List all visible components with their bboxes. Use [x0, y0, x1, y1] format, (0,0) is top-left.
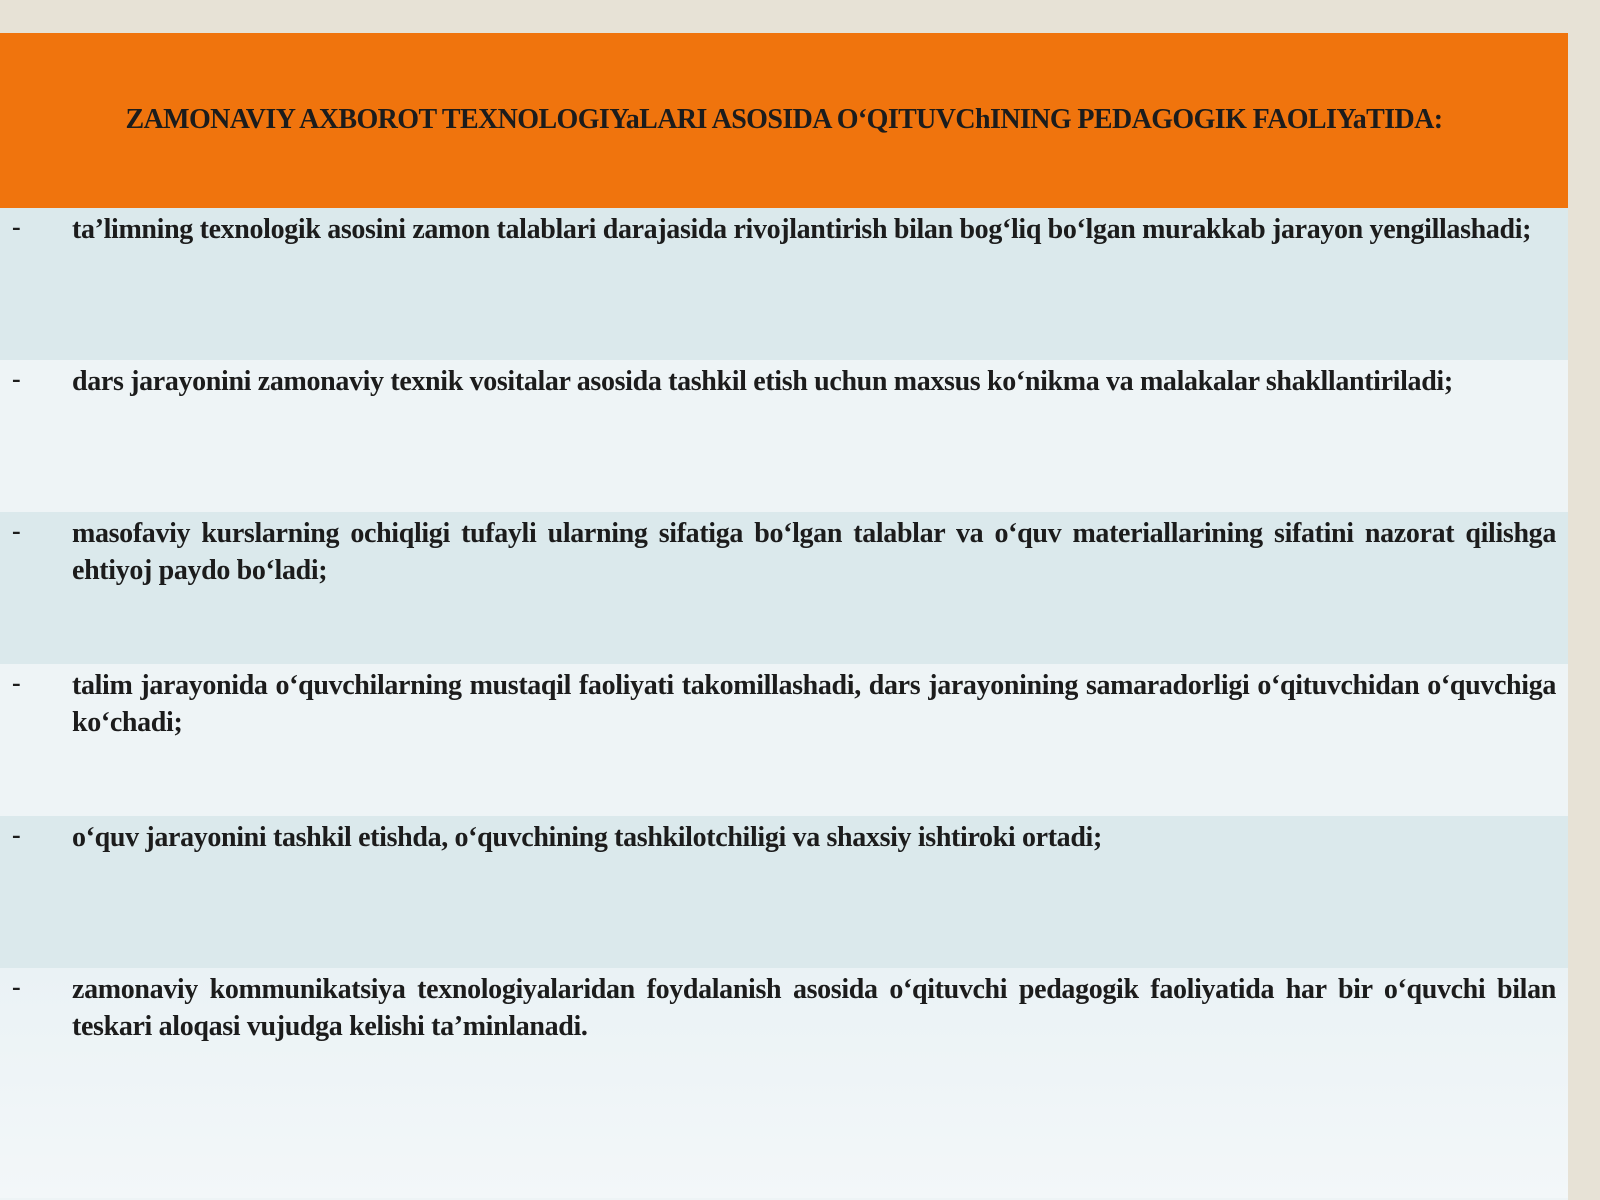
list-item	[0, 968, 1568, 1198]
list-item-text: masofaviy kurslarning ochiqligi tufayli ularning sifatiga bo‘lgan talablar va o‘quv materiallarining sifatini nazorat qilishga ehtiyoj paydo bo‘ladi;	[72, 518, 1556, 586]
list-item-text: zamonaviy kommunikatsiya texnologiyalaridan foydalanish asosida o‘qituvchi pedagogik faoliyatida har bir o‘quvchi bilan teskari aloqasi vujudga kelishi ta’minlanadi.	[72, 974, 1556, 1042]
slide	[0, 33, 1568, 1200]
bullet-list	[0, 208, 1568, 1198]
list-item-text: ta’limning texnologik asosini zamon talablari darajasida rivojlantirish bilan bog‘liq bo‘lgan murakkab jarayon yengillashadi;	[72, 214, 1532, 245]
list-item-text: talim jarayonida o‘quvchilarning mustaqil faoliyati takomillashadi, dars jarayonining samaradorligi o‘qituvchidan o‘quvchiga ko‘chadi;	[72, 670, 1556, 738]
list-item-text: dars jarayonini zamonaviy texnik vositalar asosida tashkil etish uchun maxsus ko‘nikma va malakalar shakllantiriladi;	[72, 366, 1453, 397]
list-item	[0, 664, 1568, 816]
bullet-dash: -	[12, 212, 21, 241]
bullet-dash: -	[12, 972, 21, 1001]
list-item	[0, 208, 1568, 360]
list-item	[0, 816, 1568, 968]
list-item	[0, 360, 1568, 512]
list-item-text: o‘quv jarayonini tashkil etishda, o‘quvchining tashkilotchiligi va shaxsiy ishtiroki ortadi;	[72, 822, 1102, 853]
bullet-dash: -	[12, 516, 21, 545]
bullet-dash: -	[12, 364, 21, 393]
list-item	[0, 512, 1568, 664]
slide-title: ZAMONAVIY AXBOROT TEXNOLOGIYaLARI ASOSIDA O‘QITUVChINING PEDAGOGIK FAOLIYaTIDA:	[125, 103, 1443, 135]
title-banner	[0, 33, 1568, 208]
bullet-dash: -	[12, 820, 21, 849]
bullet-dash: -	[12, 668, 21, 697]
